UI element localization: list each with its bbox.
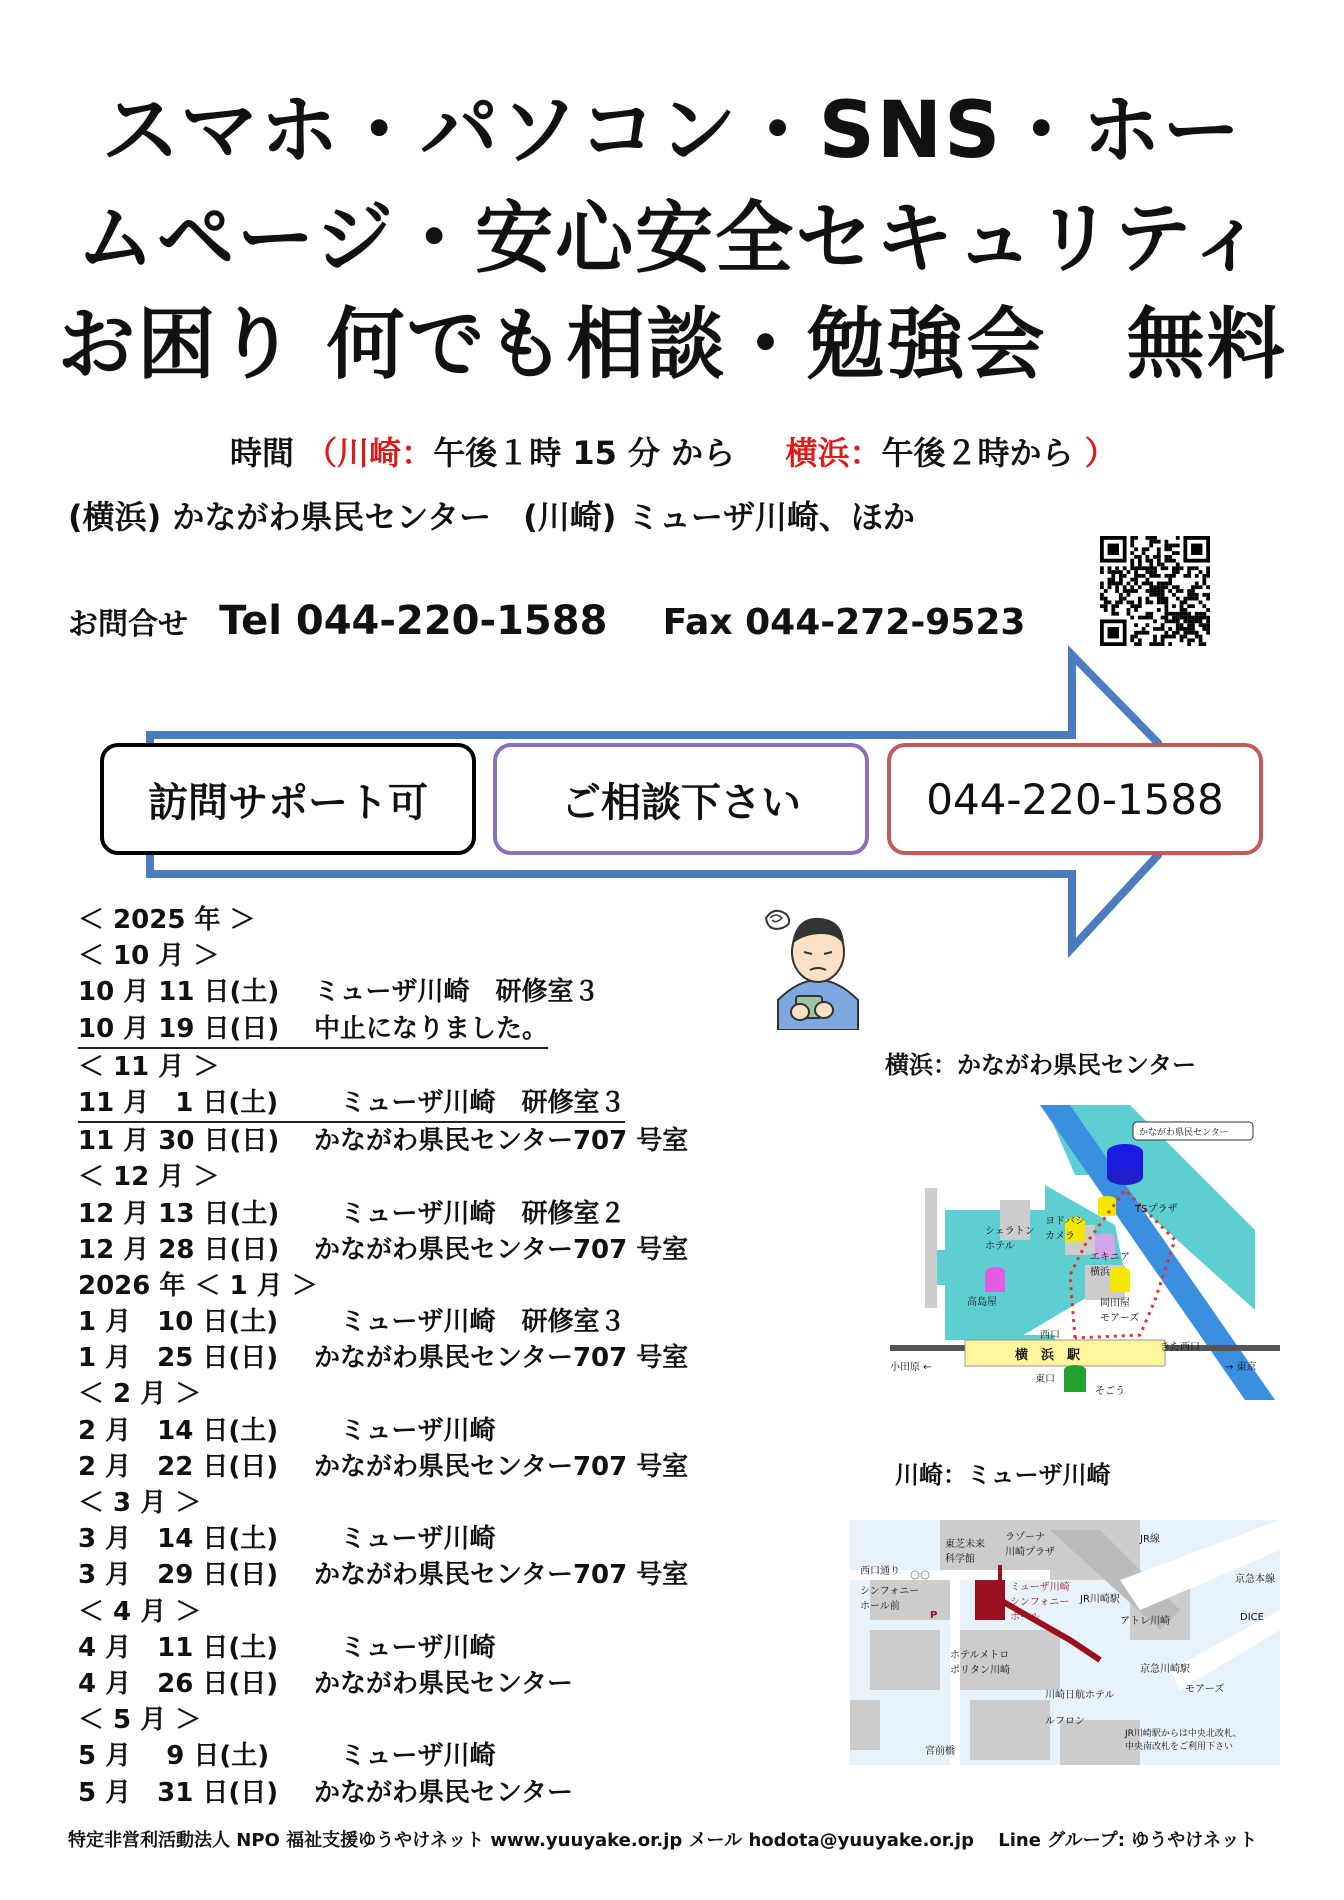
schedule-place: ミューザ川崎 研修室２ (314, 1198, 626, 1229)
schedule-row (78, 1666, 688, 1702)
consult-box: ご相談下さい (493, 743, 869, 855)
schedule-date: 5 月 9 日(土) (78, 1741, 270, 1772)
schedule-header (78, 1485, 688, 1521)
yokohama-map-label: 横浜：かながわ県民センター (885, 1051, 1197, 1079)
schedule-row (78, 1011, 548, 1049)
yokohama-label: 横浜： (785, 434, 882, 472)
time-open-paren: （ (305, 434, 338, 472)
schedule-header (78, 902, 688, 938)
time-label: 時間 (230, 434, 295, 472)
schedule-date: 11 月 30 日(日) (78, 1126, 280, 1157)
map-label-keikyu-line: 京急本線 (1235, 1574, 1275, 1585)
schedule-row (78, 1085, 625, 1123)
map-label-kita-nishiguchi: きた西口 (1160, 1342, 1200, 1353)
schedule-header-label: ＜ 4 月 ＞ (78, 1596, 202, 1627)
schedule-row (78, 1340, 688, 1376)
map-label-symphony-front: シンフォニー ホール前 (860, 1586, 920, 1612)
map-label-moares: モアーズ (1185, 1684, 1225, 1695)
schedule-place: かながわ県民センター707 号室 (314, 1126, 689, 1157)
schedule-row (78, 1196, 688, 1232)
kawasaki-label: 川崎： (337, 434, 434, 472)
contact-label: お問合せ (68, 607, 188, 642)
schedule-header (78, 1049, 688, 1085)
schedule-place: ミューザ川崎 (314, 1741, 496, 1772)
map-label-ts-plaza: TSプラザ (1135, 1204, 1178, 1215)
kawasaki-map[interactable] (850, 1520, 1280, 1765)
map-label-miyamaebashi: 宮前橋 (925, 1746, 955, 1757)
schedule-date: 10 月 19 日(日) (78, 1013, 280, 1044)
schedule-place: ミューザ川崎 (314, 1632, 496, 1663)
schedule-header-label: ＜ 5 月 ＞ (78, 1705, 202, 1736)
map-label-lufront: ルフロン (1045, 1716, 1085, 1727)
schedule-place: ミューザ川崎 (314, 1415, 496, 1446)
map-label-odawara: 小田原 ← (890, 1362, 932, 1373)
map-label-center: かながわ県民センター (1139, 1128, 1229, 1138)
kawasaki-map-label: 川崎：ミューザ川崎 (895, 1461, 1111, 1489)
yokohama-map[interactable] (885, 1100, 1280, 1400)
schedule-date: 11 月 1 日(土) (78, 1087, 279, 1118)
title-line-2: ムページ・安心安全セキュリティ (76, 194, 1268, 284)
schedule-row (78, 1557, 688, 1593)
schedule-place: かながわ県民センター707 号室 (314, 1234, 689, 1265)
map-label-jr-line: JR線 (1140, 1534, 1160, 1545)
schedule-place: ミューザ川崎 研修室３ (314, 1087, 626, 1118)
map-label-dice: DICE (1240, 1612, 1264, 1623)
schedule-row (78, 1449, 688, 1485)
schedule-row (78, 1521, 688, 1557)
schedule-header-label: ＜ 12 月 ＞ (78, 1162, 220, 1193)
schedule-date: 3 月 14 日(土) (78, 1524, 279, 1555)
schedule-row (78, 1232, 688, 1268)
schedule-date: 10 月 11 日(土) (78, 977, 280, 1008)
map-label-lazona: ラゾーナ 川崎プラザ (1005, 1532, 1055, 1558)
schedule-place: ミューザ川崎 研修室３ (314, 977, 600, 1008)
worried-person-illustration (756, 900, 876, 1030)
schedule-date: 2 月 14 日(土) (78, 1415, 279, 1446)
map-label-parking: P (930, 1610, 938, 1621)
map-label-kawasaki-nikko: 川崎日航ホテル (1045, 1690, 1115, 1701)
kawasaki-time: 午後１時 15 分 から (433, 434, 736, 472)
schedule-header (78, 1159, 688, 1195)
map-label-takashimaya: 高島屋 (967, 1297, 997, 1308)
schedule-header-label: ＜ 2025 年 ＞ (78, 905, 256, 935)
schedule-place: かながわ県民センター707 号室 (314, 1343, 689, 1374)
schedule-header-label: ＜ 10 月 ＞ (78, 941, 220, 972)
schedule-header (78, 1376, 688, 1412)
map-label-muza: ミューザ川崎 シンフォニー ホール (1010, 1582, 1070, 1623)
schedule-date: 1 月 10 日(土) (78, 1307, 279, 1338)
schedule-row (78, 974, 688, 1010)
map-label-tokyo: → 東京 (1225, 1362, 1257, 1373)
schedule-date: 1 月 25 日(日) (78, 1343, 279, 1374)
schedule-place: ミューザ川崎 (314, 1524, 496, 1555)
schedule-header (78, 1268, 688, 1304)
schedule-header (78, 938, 688, 974)
map-label-sogo: そごう (1095, 1386, 1125, 1397)
contact-tel[interactable]: Tel 044-220-1588 (219, 598, 608, 644)
map-label-note: JR川崎駅からは中央北改札、 中央南改札をご利用下さい (1125, 1729, 1242, 1752)
schedule-place: かながわ県民センター707 号室 (314, 1560, 689, 1591)
map-label-hotel-metropolitan: ホテルメトロ ポリタン川崎 (950, 1650, 1010, 1676)
schedule-header (78, 1702, 688, 1738)
schedule-date: 2 月 22 日(日) (78, 1451, 279, 1482)
schedule-row (78, 1304, 688, 1340)
schedule-row (78, 1738, 688, 1774)
schedule-list (78, 902, 688, 1811)
schedule-row (78, 1413, 688, 1449)
schedule-row (78, 1630, 688, 1666)
schedule-header-label: ＜ 11 月 ＞ (78, 1051, 220, 1082)
schedule-place: かながわ県民センター (314, 1777, 573, 1808)
schedule-date: 5 月 31 日(日) (78, 1777, 279, 1808)
schedule-header-label: 2026 年 ＜ 1 月 ＞ (78, 1270, 318, 1301)
schedule-date: 3 月 29 日(日) (78, 1560, 279, 1591)
map-label-west-exit: 西口 (1040, 1330, 1060, 1341)
schedule-place: かながわ県民センター (314, 1668, 573, 1699)
schedule-header-label: ＜ 2 月 ＞ (78, 1379, 202, 1410)
map-label-keikyu-kawasaki: 京急川崎駅 (1140, 1664, 1190, 1675)
map-label-atre: アトレ川崎 (1120, 1616, 1170, 1627)
map-label-eki-navi: エキニア 横浜 (1090, 1252, 1130, 1278)
schedule-header (78, 1594, 688, 1630)
title-line-1: スマホ・パソコン・SNS・ホー (101, 86, 1243, 176)
schedule-date: 4 月 26 日(日) (78, 1668, 279, 1699)
map-label-yodobashi: ヨドバシ カメラ (1045, 1216, 1085, 1242)
schedule-date: 12 月 28 日(日) (78, 1234, 280, 1265)
phone-box[interactable]: 044-220-1588 (887, 743, 1263, 855)
map-label-okadaya: 岡田屋 モアーズ (1100, 1298, 1140, 1324)
schedule-row (78, 1123, 688, 1159)
visit-support-box: 訪問サポート可 (100, 743, 476, 855)
title-line-3: お困り 何でも相談・勉強会 無料 (57, 300, 1287, 390)
time-close-paren: ） (1084, 434, 1117, 472)
schedule-date: 12 月 13 日(土) (78, 1198, 280, 1229)
map-label-jr-kawasaki: JR川崎駅 (1080, 1594, 1120, 1605)
contact-fax: Fax 044-272-9523 (662, 602, 1026, 643)
schedule-date: 4 月 11 日(土) (78, 1632, 279, 1663)
map-label-nishiguchi-dori: 西口通り (860, 1566, 900, 1577)
schedule-header-label: ＜ 3 月 ＞ (78, 1488, 202, 1518)
venues: (横浜) かながわ県民センター (川崎) ミューザ川崎、ほか (68, 498, 915, 536)
map-label-toshiba: 東芝未来 科学館 (945, 1539, 985, 1565)
schedule-place: ミューザ川崎 研修室３ (314, 1307, 626, 1338)
yokohama-time: 午後２時から (881, 434, 1074, 472)
schedule-row (78, 1775, 688, 1811)
map-label-sheraton: シェラトン ホテル (985, 1226, 1035, 1252)
map-label-station: 横 浜 駅 (1015, 1348, 1081, 1363)
schedule-place: かながわ県民センター707 号室 (314, 1451, 689, 1482)
map-label-east-exit: 東口 (1035, 1374, 1055, 1385)
footer: 特定非営利活動法人 NPO 福祉支援ゆうやけネット www.yuuyake.or.jp メール hodota@yuuyake.or.jp Line グループ: ゆうやけネット (68, 1830, 1258, 1851)
schedule-place: 中止になりました。 (314, 1013, 549, 1044)
